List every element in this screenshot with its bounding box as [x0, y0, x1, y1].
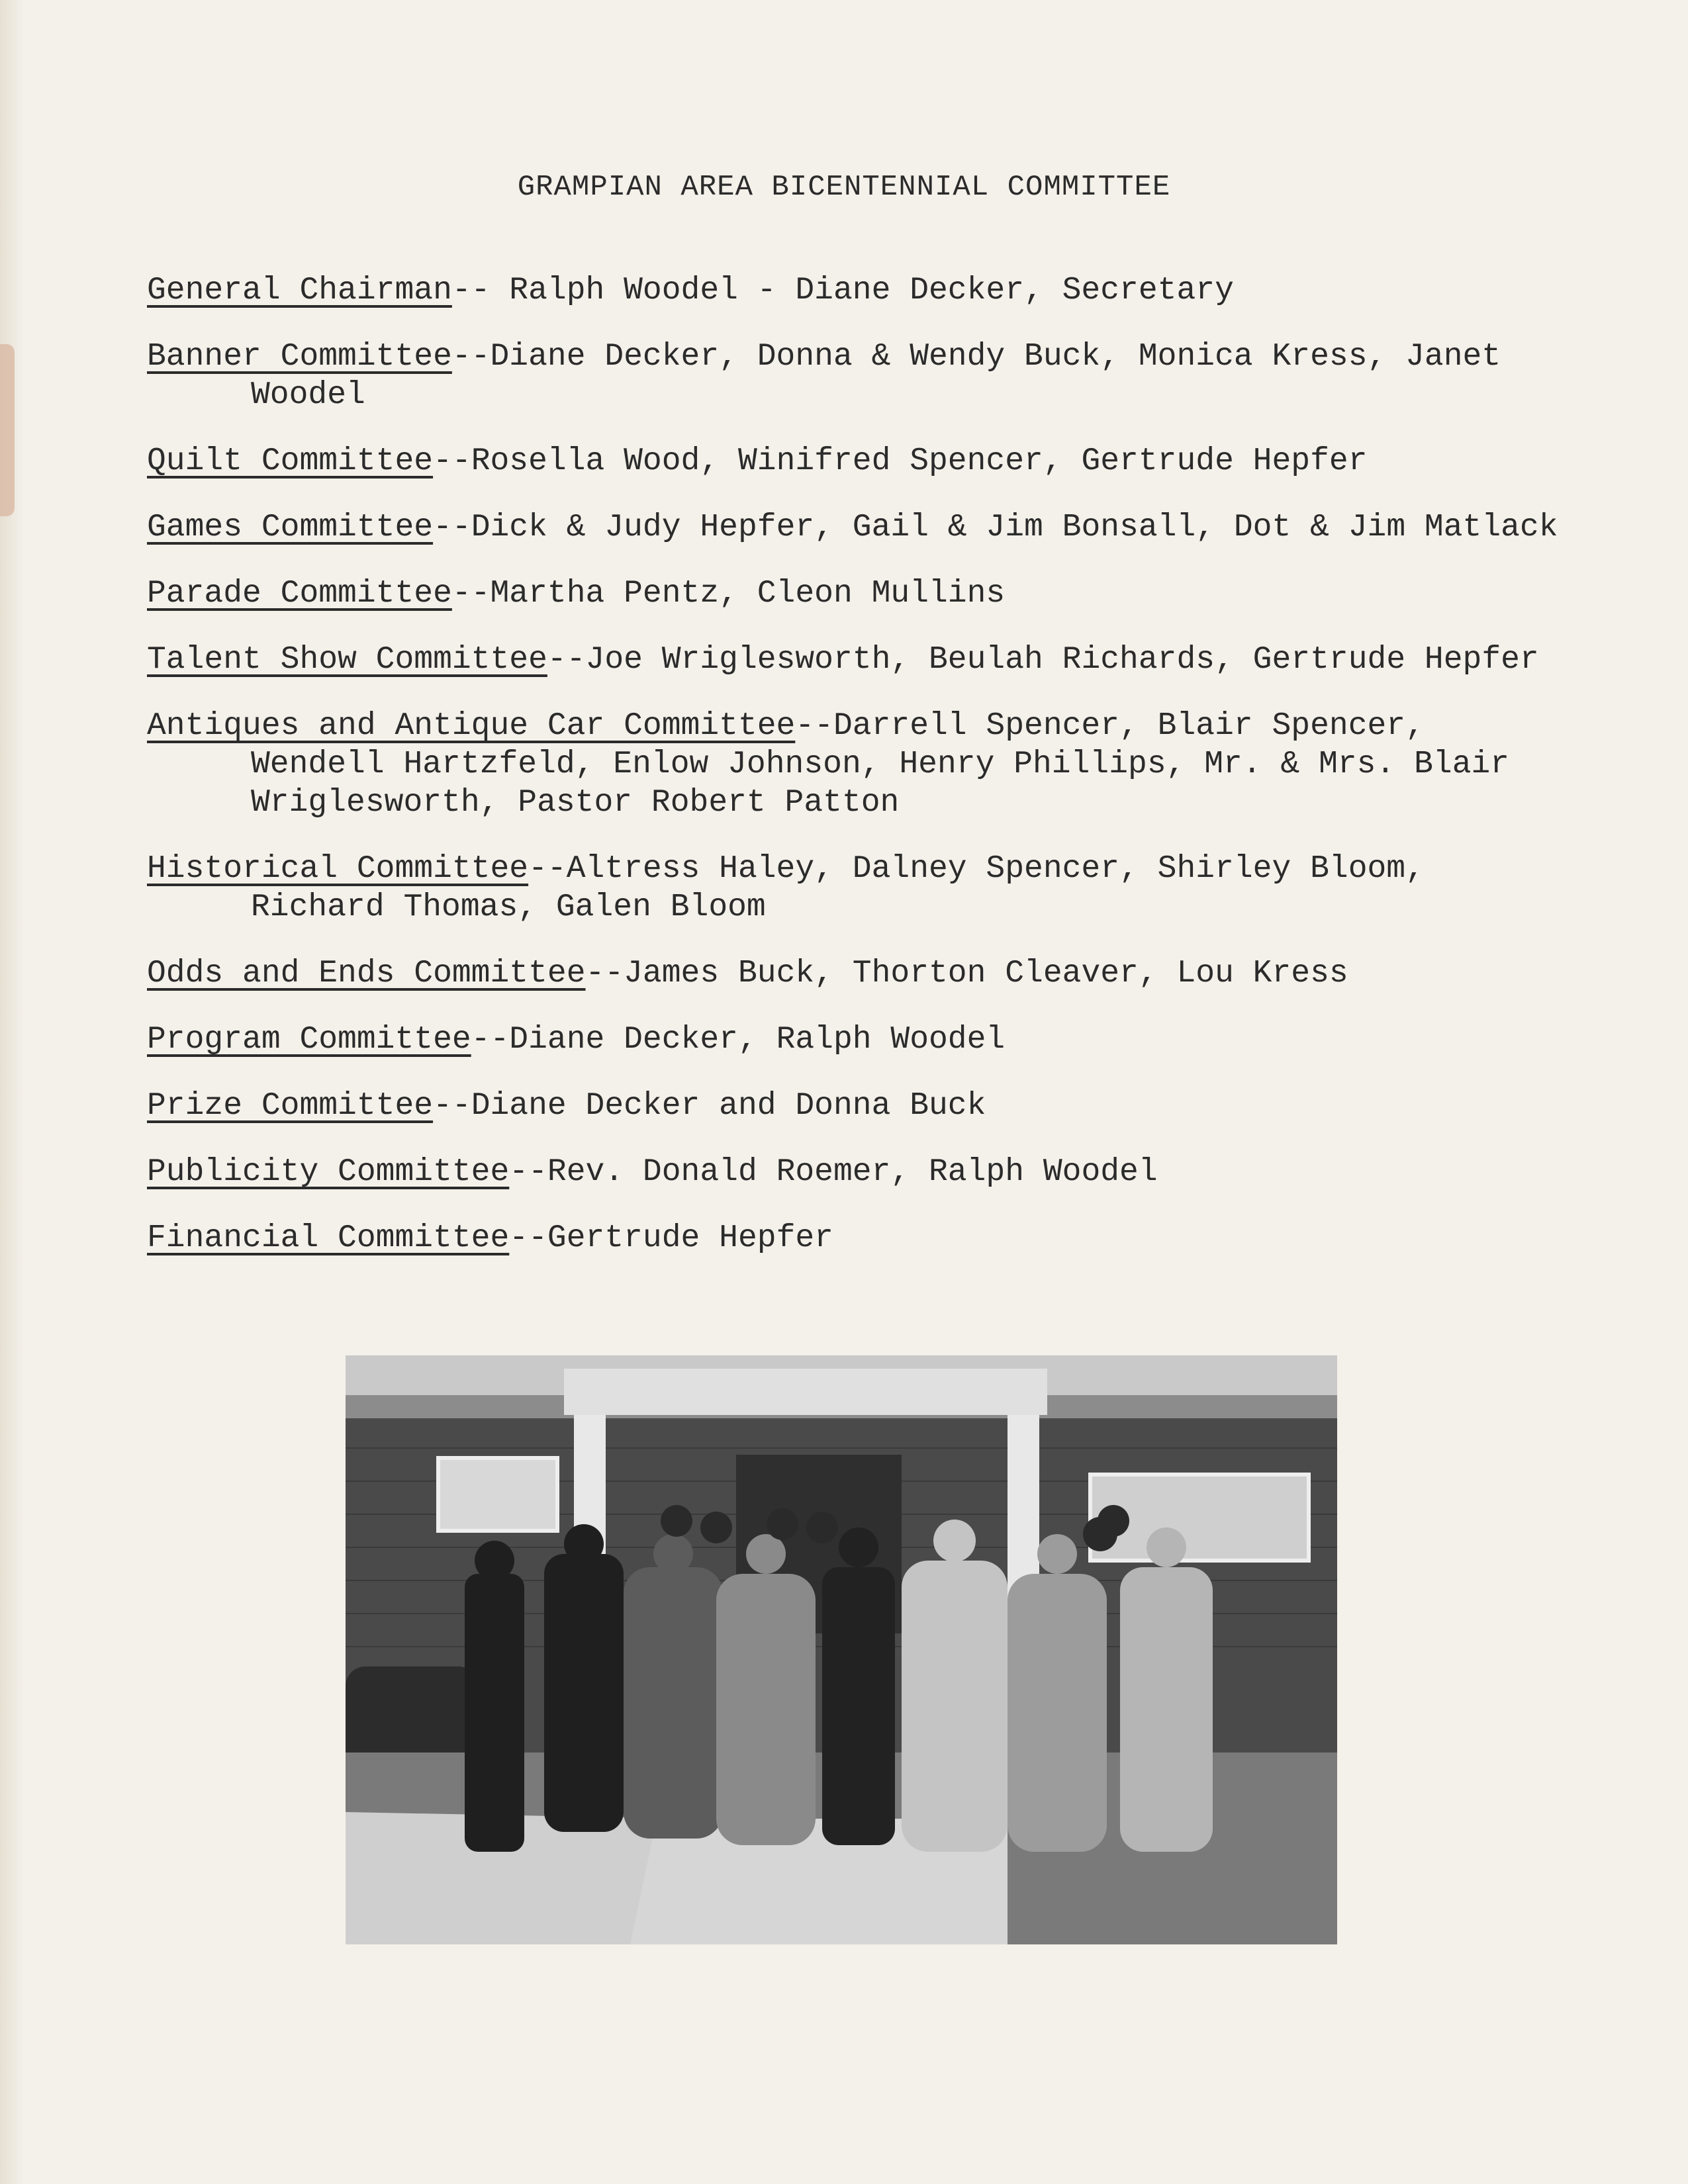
committee-members-continued: Wendell Hartzfeld, Enlow Johnson, Henry Phillips, Mr. & Mrs. Blair Wriglesworth, Pastor Robert Patton: [251, 747, 1510, 821]
committee-entry: [147, 338, 1663, 414]
committee-label: Parade Committee: [147, 576, 452, 612]
committee-entry: [147, 850, 1663, 927]
committee-label: Historical Committee: [147, 851, 529, 887]
committee-entry: [147, 508, 1663, 547]
committee-label: Antiques and Antique Car Committee: [147, 708, 796, 744]
committee-entry: [147, 271, 1663, 310]
committee-entry: [147, 707, 1663, 822]
committee-label: Banner Committee: [147, 339, 452, 375]
committee-members: --Rosella Wood, Winifred Spencer, Gertrude Hepfer: [433, 443, 1368, 479]
committee-members: --Rev. Donald Roemer, Ralph Woodel: [509, 1154, 1158, 1190]
committee-members: --James Buck, Thorton Cleaver, Lou Kress: [585, 956, 1348, 991]
binding-edge: [0, 0, 24, 2184]
committee-label: Prize Committee: [147, 1088, 434, 1124]
committee-members: --Diane Decker, Ralph Woodel: [471, 1022, 1006, 1058]
committee-members: --Gertrude Hepfer: [509, 1220, 833, 1256]
committee-members: --Diane Decker, Donna & Wendy Buck, Monica Kress, Janet: [451, 339, 1501, 375]
committee-members: --Altress Haley, Dalney Spencer, Shirley Bloom,: [528, 851, 1425, 887]
paper-tear: [0, 344, 15, 516]
committee-members: --Joe Wriglesworth, Beulah Richards, Gertrude Hepfer: [547, 642, 1539, 678]
committee-members: --Martha Pentz, Cleon Mullins: [451, 576, 1006, 612]
committee-label: Publicity Committee: [147, 1154, 510, 1190]
committee-entry: [147, 641, 1663, 679]
committee-entry: [147, 1219, 1663, 1257]
committee-group-photo: [346, 1355, 1337, 1944]
committee-entry: [147, 1153, 1663, 1191]
committee-members: --Dick & Judy Hepfer, Gail & Jim Bonsall, Dot & Jim Matlack: [433, 510, 1558, 545]
committee-members-continued: Woodel: [251, 377, 365, 413]
committee-entry: [147, 1021, 1663, 1059]
committee-members: -- Ralph Woodel - Diane Decker, Secretary: [451, 273, 1234, 308]
committee-members-continued: Richard Thomas, Galen Bloom: [251, 889, 766, 925]
committee-entry: [147, 1087, 1663, 1125]
committee-members: --Diane Decker and Donna Buck: [433, 1088, 986, 1124]
committee-entry: [147, 954, 1663, 993]
committee-label: Quilt Committee: [147, 443, 434, 479]
committee-label: General Chairman: [147, 273, 452, 308]
committee-label: Talent Show Committee: [147, 642, 547, 678]
committee-members: --Darrell Spencer, Blair Spencer,: [795, 708, 1425, 744]
committee-list: [147, 271, 1663, 1285]
committee-label: Program Committee: [147, 1022, 471, 1058]
committee-entry: [147, 574, 1663, 613]
committee-entry: [147, 442, 1663, 480]
committee-label: Games Committee: [147, 510, 434, 545]
committee-label: Financial Committee: [147, 1220, 510, 1256]
page-title: GRAMPIAN AREA BICENTENNIAL COMMITTEE: [517, 171, 1171, 204]
committee-label: Odds and Ends Committee: [147, 956, 586, 991]
group-photo-illustration: [346, 1355, 1337, 1944]
